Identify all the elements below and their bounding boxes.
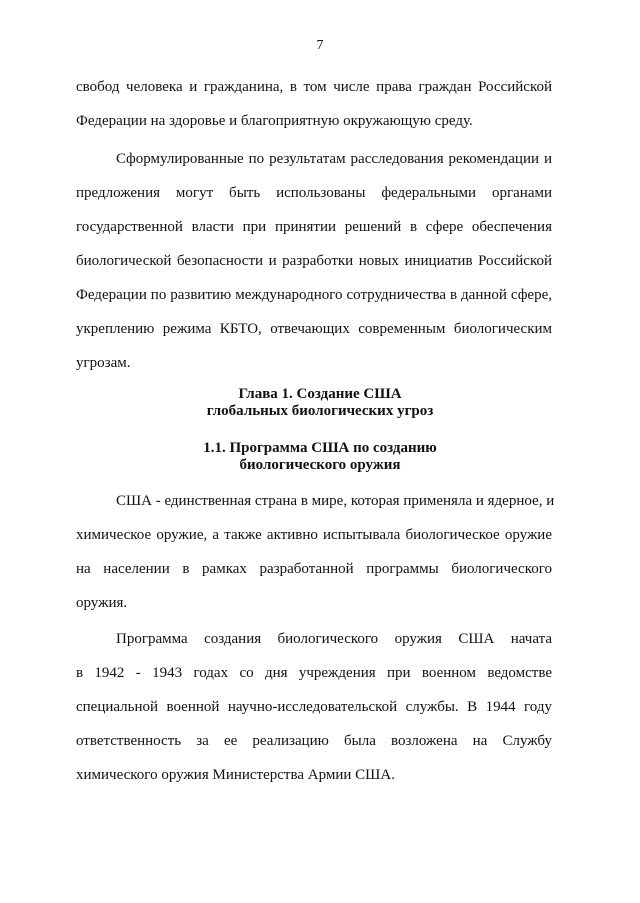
text-line: предложения могут быть использованы федеральными органами bbox=[76, 185, 552, 201]
text-line: в 1942 - 1943 годах со дня учреждения при военном ведомстве bbox=[76, 665, 552, 681]
text-line: биологической безопасности и разработки новых инициатив Российской bbox=[76, 253, 552, 269]
text-line: Программа создания биологического оружия США начата bbox=[116, 631, 552, 647]
text-line: ответственность за ее реализацию была возложена на Службу bbox=[76, 733, 552, 749]
section-heading bbox=[0, 440, 640, 474]
heading-line: биологического оружия bbox=[239, 457, 401, 473]
text-line: химического оружия Министерства Армии США. bbox=[76, 767, 395, 783]
paragraph-program-history bbox=[76, 622, 552, 792]
page-number: 7 bbox=[316, 38, 324, 53]
text-line: Федерации на здоровье и благоприятную окружающую среду. bbox=[76, 113, 473, 129]
chapter-heading bbox=[0, 386, 640, 420]
text-line: угрозам. bbox=[76, 355, 131, 371]
text-line: Федерации по развитию международного сотрудничества в данной сфере, bbox=[76, 287, 552, 303]
text-line: государственной власти при принятии решений в сфере обеспечения bbox=[76, 219, 552, 235]
text-line: оружия. bbox=[76, 595, 128, 611]
text-line: Сформулированные по результатам расследования рекомендации и bbox=[116, 151, 552, 167]
paragraph-recommendations bbox=[76, 142, 552, 380]
text-line: свобод человека и гражданина, в том числе права граждан Российской bbox=[76, 79, 552, 95]
paragraph-continuation bbox=[76, 70, 552, 138]
text-line: на населении в рамках разработанной программы биологического bbox=[76, 561, 552, 577]
heading-line: глобальных биологических угроз bbox=[206, 403, 434, 419]
text-line: США - единственная страна в мире, которая применяла и ядерное, и bbox=[116, 493, 555, 509]
text-line: специальной военной научно-исследовательской службы. В 1944 году bbox=[76, 699, 552, 715]
paragraph-usa-weapons bbox=[76, 484, 555, 620]
text-line: химическое оружие, а также активно испытывала биологическое оружие bbox=[76, 527, 552, 543]
text-line: укреплению режима КБТО, отвечающих современным биологическим bbox=[76, 321, 552, 337]
heading-line: 1.1. Программа США по созданию bbox=[203, 440, 437, 456]
heading-line: Глава 1. Создание США bbox=[238, 386, 402, 402]
